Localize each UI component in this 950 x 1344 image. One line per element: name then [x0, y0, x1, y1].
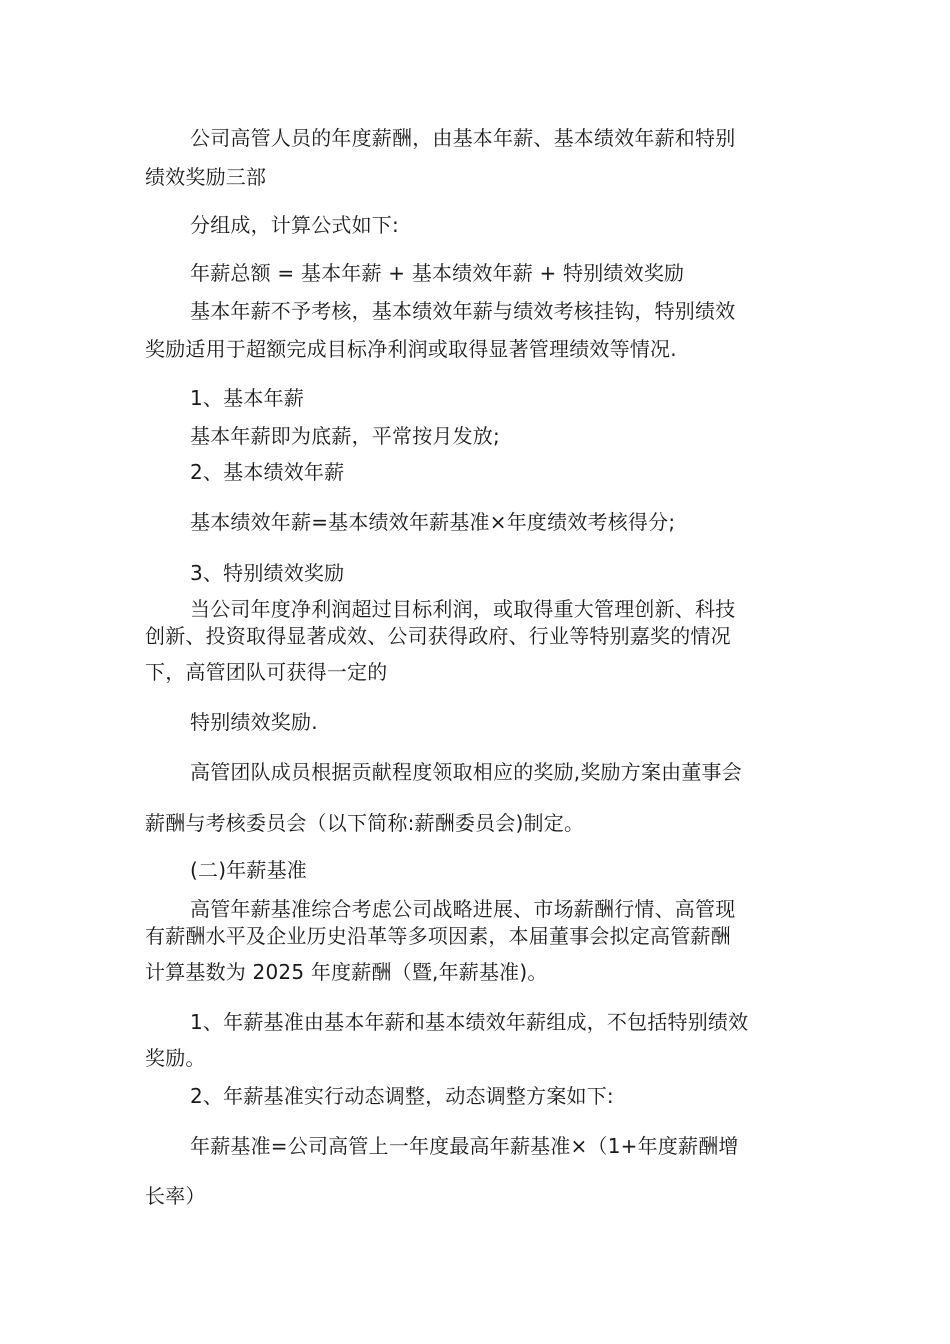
paragraph-line: 1、年薪基准由基本年薪和基本绩效年薪组成，不包括特别绩效: [190, 1010, 749, 1034]
formula-line: 年薪总额 = 基本年薪 + 基本绩效年薪 + 特别绩效奖励: [190, 261, 685, 285]
paragraph-line: 高管团队成员根据贡献程度领取相应的奖励,奖励方案由董事会: [190, 760, 742, 784]
paragraph-line: 薪酬与考核委员会（以下简称:薪酬委员会)制定。: [145, 811, 585, 835]
section-heading: 1、基本年薪: [190, 386, 304, 410]
paragraph-line: 有薪酬水平及企业历史沿革等多项因素，本届董事会拟定高管薪酬: [145, 924, 731, 948]
paragraph-line: 下，高管团队可获得一定的: [145, 660, 388, 684]
paragraph-line: 2、年薪基准实行动态调整，动态调整方案如下:: [190, 1084, 614, 1108]
paragraph-line: 基本年薪不予考核，基本绩效年薪与绩效考核挂钩，特别绩效: [190, 299, 736, 323]
paragraph-line: 当公司年度净利润超过目标利润，或取得重大管理创新、科技: [190, 597, 736, 621]
formula-line: 基本绩效年薪=基本绩效年薪基准×年度绩效考核得分;: [190, 510, 676, 534]
paragraph-line: 分组成，计算公式如下:: [190, 213, 399, 237]
paragraph-line: 基本年薪即为底薪，平常按月发放;: [190, 424, 500, 448]
formula-line: 年薪基准=公司高管上一年度最高年薪基准×（1+年度薪酬增: [190, 1134, 739, 1158]
paragraph-line: 高管年薪基准综合考虑公司战略进展、市场薪酬行情、高管现: [190, 897, 736, 921]
paragraph-line: 奖励适用于超额完成目标净利润或取得显著管理绩效等情况.: [145, 337, 677, 361]
section-heading: (二)年薪基准: [190, 858, 308, 882]
paragraph-line: 计算基数为 2025 年度薪酬（暨,年薪基准)。: [145, 960, 548, 984]
paragraph-line: 长率）: [145, 1184, 206, 1208]
paragraph-line: 公司高管人员的年度薪酬，由基本年薪、基本绩效年薪和特别: [190, 126, 736, 150]
section-heading: 2、基本绩效年薪: [190, 460, 345, 484]
paragraph-line: 奖励。: [145, 1046, 206, 1070]
paragraph-line: 特别绩效奖励.: [190, 710, 318, 734]
paragraph-line: 绩效奖励三部: [145, 165, 267, 189]
paragraph-line: 创新、投资取得显著成效、公司获得政府、行业等特别嘉奖的情况: [145, 624, 731, 648]
section-heading: 3、特别绩效奖励: [190, 561, 345, 585]
